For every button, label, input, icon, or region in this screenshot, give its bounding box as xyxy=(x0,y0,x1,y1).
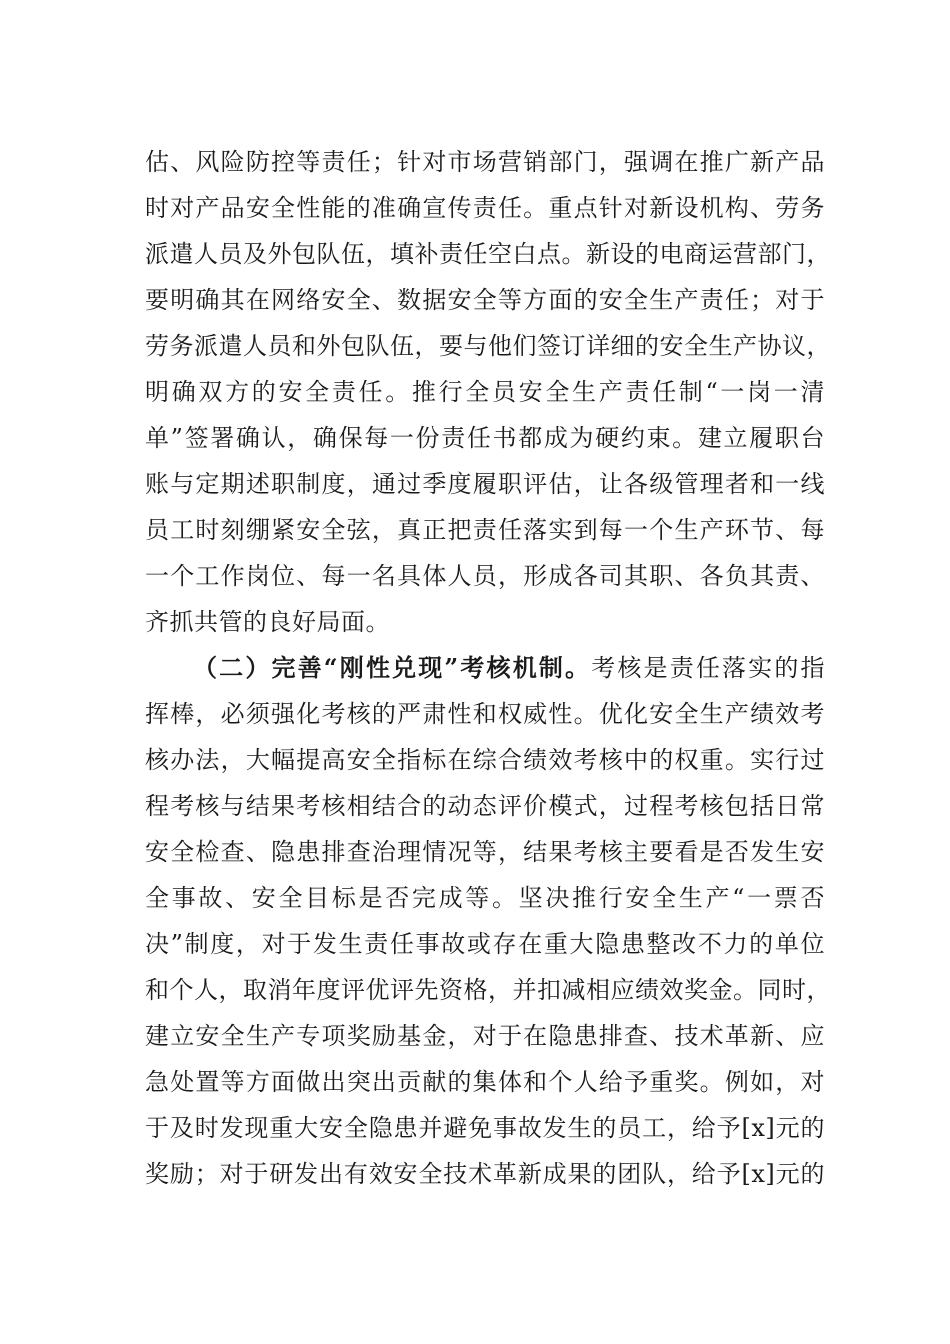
paragraph-line: 员工时刻绷紧安全弦，真正把责任落实到每一个生产环节、每 xyxy=(145,516,825,544)
paragraph-line: 时对产品安全性能的准确宣传责任。重点针对新设机构、劳务 xyxy=(145,194,825,222)
paragraph-line: 单”签署确认，确保每一份责任书都成为硬约束。建立履职台 xyxy=(145,424,825,452)
paragraph-line: 急处置等方面做出突出贡献的集体和个人给予重奖。例如，对 xyxy=(145,1068,825,1096)
paragraph-line: 明确双方的安全责任。推行全员安全生产责任制“一岗一清 xyxy=(145,378,825,406)
paragraph-line: 劳务派遣人员和外包队伍，要与他们签订详细的安全生产协议， xyxy=(145,332,831,360)
paragraph-line: 和个人，取消年度评优评先资格，并扣减相应绩效奖金。同时， xyxy=(145,976,831,1004)
paragraph-line: 于及时发现重大安全隐患并避免事故发生的员工，给予[x]元的 xyxy=(145,1114,825,1142)
paragraph-line: 一个工作岗位、每一名具体人员，形成各司其职、各负其责、 xyxy=(145,562,825,590)
paragraph-line: 建立安全生产专项奖励基金，对于在隐患排查、技术革新、应 xyxy=(145,1022,825,1050)
paragraph-line: 全事故、安全目标是否完成等。坚决推行安全生产“一票否 xyxy=(145,884,825,912)
paragraph-line: 齐抓共管的良好局面。 xyxy=(145,608,390,636)
paragraph-line: 奖励；对于研发出有效安全技术革新成果的团队，给予[x]元的 xyxy=(145,1160,825,1188)
paragraph-line: 估、风险防控等责任；针对市场营销部门，强调在推广新产品 xyxy=(145,148,825,176)
paragraph-line: 账与定期述职制度，通过季度履职评估，让各级管理者和一线 xyxy=(145,470,825,498)
section-heading: （二）完善“刚性兑现”考核机制。 xyxy=(193,653,592,682)
paragraph-line: 挥棒，必须强化考核的严肃性和权威性。优化安全生产绩效考 xyxy=(145,700,825,728)
paragraph-line: 程考核与结果考核相结合的动态评价模式，过程考核包括日常 xyxy=(145,792,825,820)
section-heading-rest: 考核是责任落实的指 xyxy=(591,654,825,682)
paragraph-line: 要明确其在网络安全、数据安全等方面的安全生产责任；对于 xyxy=(145,286,825,314)
paragraph-line: 核办法，大幅提高安全指标在综合绩效考核中的权重。实行过 xyxy=(145,746,825,774)
paragraph-line: 安全检查、隐患排查治理情况等，结果考核主要看是否发生安 xyxy=(145,838,825,866)
paragraph-line: 派遣人员及外包队伍，填补责任空白点。新设的电商运营部门， xyxy=(145,240,831,268)
paragraph-line: 决”制度，对于发生责任事故或存在重大隐患整改不力的单位 xyxy=(145,930,825,958)
section-heading-line xyxy=(193,648,825,688)
